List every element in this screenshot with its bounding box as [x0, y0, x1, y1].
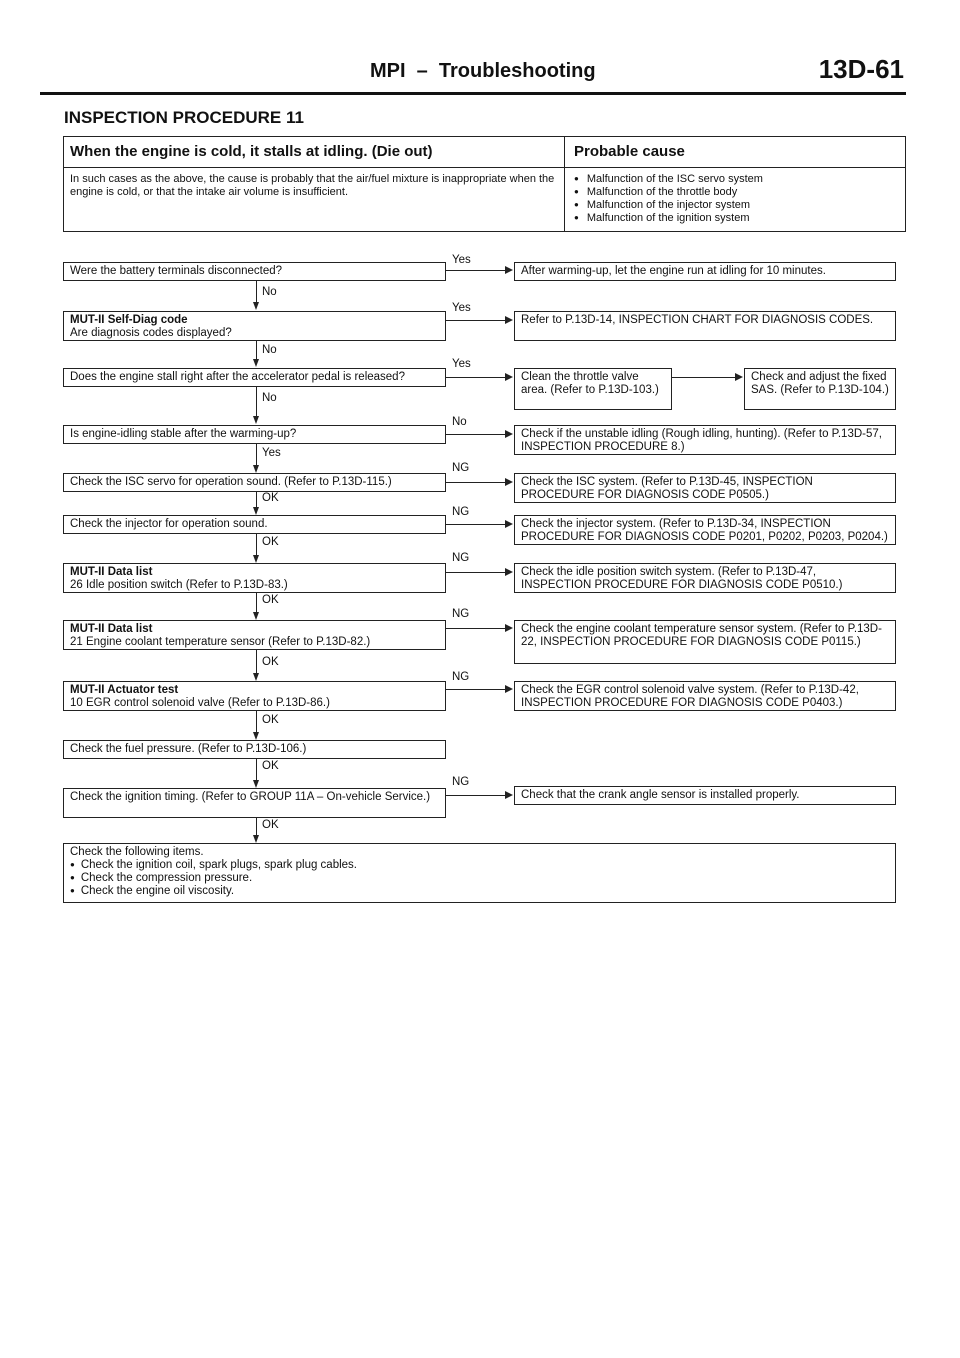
result-box-injector-system [514, 515, 896, 545]
step-text: Is engine-idling stable after the warming-up? [70, 428, 297, 440]
down-label: No [262, 286, 277, 298]
branch-line [446, 524, 506, 525]
header-title: MPI – Troubleshooting [370, 60, 596, 82]
table-divider-horizontal [64, 167, 905, 168]
flow-line [256, 492, 257, 508]
down-label: OK [262, 819, 279, 831]
step-heading: MUT-II Actuator test [70, 684, 179, 696]
down-label: No [262, 392, 277, 404]
step-box-ignition-timing [63, 788, 446, 818]
branch-label: NG [452, 506, 470, 518]
arrow-right [505, 266, 513, 274]
arrow-down [253, 612, 259, 620]
branch-line [446, 795, 506, 796]
step-text: Were the battery terminals disconnected? [70, 265, 283, 277]
symptom-description: In such cases as the above, the cause is probably that the air/fuel mixture is inappropriate when the engine is cold, or that the intake air volume is insufficient. [70, 173, 555, 198]
flow-line [256, 444, 257, 466]
step-box-egr-actuator-test [63, 681, 446, 711]
arrow-down [253, 732, 259, 740]
arrow-down [253, 555, 259, 563]
branch-label: NG [452, 608, 470, 620]
step-text: Check the injector for operation sound. [70, 518, 268, 530]
down-label: OK [262, 714, 279, 726]
result-text: Check the injector system. (Refer to P.13D-34, INSPECTION PROCEDURE FOR DIAGNOSIS CODE P0201, P0202, P0203, P0204.) [521, 518, 888, 543]
arrow-down [253, 835, 259, 843]
branch-label: NG [452, 776, 470, 788]
step-text: Are diagnosis codes displayed? [70, 327, 232, 339]
arrow-down [253, 465, 259, 473]
result-text: Check the idle position switch system. (Refer to P.13D-47, INSPECTION PROCEDURE FOR DIAGNOSIS CODE P0510.) [521, 566, 843, 591]
branch-line [446, 270, 506, 271]
final-check-title: Check the following items. [70, 846, 204, 858]
branch-label: No [452, 416, 467, 428]
step-heading: MUT-II Data list [70, 566, 153, 578]
down-label: Yes [262, 447, 281, 459]
branch-label: NG [452, 671, 470, 683]
arrow-down [253, 302, 259, 310]
flow-line [256, 387, 257, 417]
step-box-accelerator-stall [63, 368, 446, 387]
result-text: Check and adjust the fixed SAS. (Refer to P.13D-104.) [751, 371, 889, 396]
arrow-right [505, 520, 513, 528]
result-text: Check if the unstable idling (Rough idling, hunting). (Refer to P.13D-57, INSPECTION PROCEDURE 8.) [521, 428, 882, 453]
page-header [40, 48, 906, 95]
branch-label: NG [452, 462, 470, 474]
flow-line [256, 281, 257, 303]
result-box-warming-up [514, 262, 896, 281]
result-box-idle-switch-system [514, 563, 896, 593]
step-text: 26 Idle position switch (Refer to P.13D-83.) [70, 579, 288, 591]
branch-label: NG [452, 552, 470, 564]
branch-line [446, 482, 506, 483]
arrow-right [505, 685, 513, 693]
page-number: 13D-61 [818, 54, 904, 84]
table-divider-vertical [564, 137, 565, 231]
symptom-cause-table [63, 136, 906, 232]
branch-label: Yes [452, 302, 471, 314]
final-check-box [63, 843, 896, 903]
step-text: 21 Engine coolant temperature sensor (Refer to P.13D-82.) [70, 636, 371, 648]
arrow-right [505, 430, 513, 438]
result-text: Clean the throttle valve area. (Refer to P.13D-103.) [521, 371, 659, 396]
step-box-idling-stable [63, 425, 446, 444]
result-text: Refer to P.13D-14, INSPECTION CHART FOR DIAGNOSIS CODES. [521, 314, 874, 326]
flow-line [256, 818, 257, 836]
step-box-coolant-temp-sensor [63, 620, 446, 650]
arrow-right [505, 478, 513, 486]
cause-title: Probable cause [574, 143, 685, 160]
step-text: Check the ignition timing. (Refer to GROUP 11A – On-vehicle Service.) [70, 791, 431, 803]
down-label: OK [262, 536, 279, 548]
step-box-injector-sound [63, 515, 446, 534]
branch-line [446, 628, 506, 629]
branch-line [446, 377, 506, 378]
branch-line [446, 689, 506, 690]
arrow-right [505, 373, 513, 381]
final-check-item: ● Check the compression pressure. [70, 872, 889, 885]
result-box-coolant-system [514, 620, 896, 664]
down-label: OK [262, 492, 279, 504]
procedure-title: INSPECTION PROCEDURE 11 [64, 108, 304, 127]
probable-cause-list [574, 173, 894, 225]
result-box-egr-system [514, 681, 896, 711]
result-box-isc-system [514, 473, 896, 503]
arrow-right [735, 373, 743, 381]
cause-item: ● Malfunction of the throttle body [574, 186, 894, 199]
result-text: Check the engine coolant temperature sensor system. (Refer to P.13D-22, INSPECTION PROCEDURE FOR DIAGNOSIS CODE P0115.) [521, 623, 882, 648]
step-text: Does the engine stall right after the accelerator pedal is released? [70, 371, 405, 383]
result-box-diagnosis-chart [514, 311, 896, 341]
branch-line [446, 572, 506, 573]
arrow-down [253, 507, 259, 515]
down-label: OK [262, 760, 279, 772]
branch-line [446, 320, 506, 321]
branch-label: Yes [452, 358, 471, 370]
symptom-title: When the engine is cold, it stalls at idling. (Die out) [70, 143, 433, 160]
flow-line [256, 650, 257, 674]
arrow-down [253, 416, 259, 424]
down-label: OK [262, 594, 279, 606]
step-text: Check the fuel pressure. (Refer to P.13D-106.) [70, 743, 307, 755]
cause-item: ● Malfunction of the ignition system [574, 212, 894, 225]
step-heading: MUT-II Data list [70, 623, 153, 635]
step-box-idle-position-switch [63, 563, 446, 593]
step-box-self-diag [63, 311, 446, 341]
result-box-throttle-valve [514, 368, 672, 410]
arrow-right [505, 316, 513, 324]
final-check-item: ● Check the engine oil viscosity. [70, 885, 889, 898]
branch-label: Yes [452, 254, 471, 266]
flow-line [256, 341, 257, 359]
result-box-unstable-idling [514, 425, 896, 455]
down-label: OK [262, 656, 279, 668]
result-text: Check the ISC system. (Refer to P.13D-45, INSPECTION PROCEDURE FOR DIAGNOSIS CODE P0505.) [521, 476, 813, 501]
step-box-battery-terminals [63, 262, 446, 281]
arrow-down [253, 359, 259, 367]
flow-line [256, 759, 257, 781]
down-label: No [262, 344, 277, 356]
result-text: Check that the crank angle sensor is installed properly. [521, 789, 800, 801]
step-box-fuel-pressure [63, 740, 446, 759]
step-box-isc-servo [63, 473, 446, 492]
arrow-right [505, 568, 513, 576]
result-box-crank-angle-sensor [514, 786, 896, 805]
result-text: After warming-up, let the engine run at idling for 10 minutes. [521, 265, 826, 277]
branch-line [446, 434, 506, 435]
flow-line [256, 711, 257, 733]
final-check-list [70, 859, 889, 898]
flow-line [256, 534, 257, 556]
step-text: Check the ISC servo for operation sound. (Refer to P.13D-115.) [70, 476, 392, 488]
result-text: Check the EGR control solenoid valve system. (Refer to P.13D-42, INSPECTION PROCEDURE FOR DIAGNOSIS CODE P0403.) [521, 684, 859, 709]
result-box-fixed-sas [744, 368, 896, 410]
final-check-item: ● Check the ignition coil, spark plugs, spark plug cables. [70, 859, 889, 872]
cause-item: ● Malfunction of the injector system [574, 199, 894, 212]
arrow-right [505, 624, 513, 632]
step-text: 10 EGR control solenoid valve (Refer to P.13D-86.) [70, 697, 330, 709]
cause-item: ● Malfunction of the ISC servo system [574, 173, 894, 186]
step-heading: MUT-II Self-Diag code [70, 314, 188, 326]
branch-line [672, 377, 736, 378]
arrow-down [253, 673, 259, 681]
arrow-right [505, 791, 513, 799]
flow-line [256, 593, 257, 613]
arrow-down [253, 780, 259, 788]
